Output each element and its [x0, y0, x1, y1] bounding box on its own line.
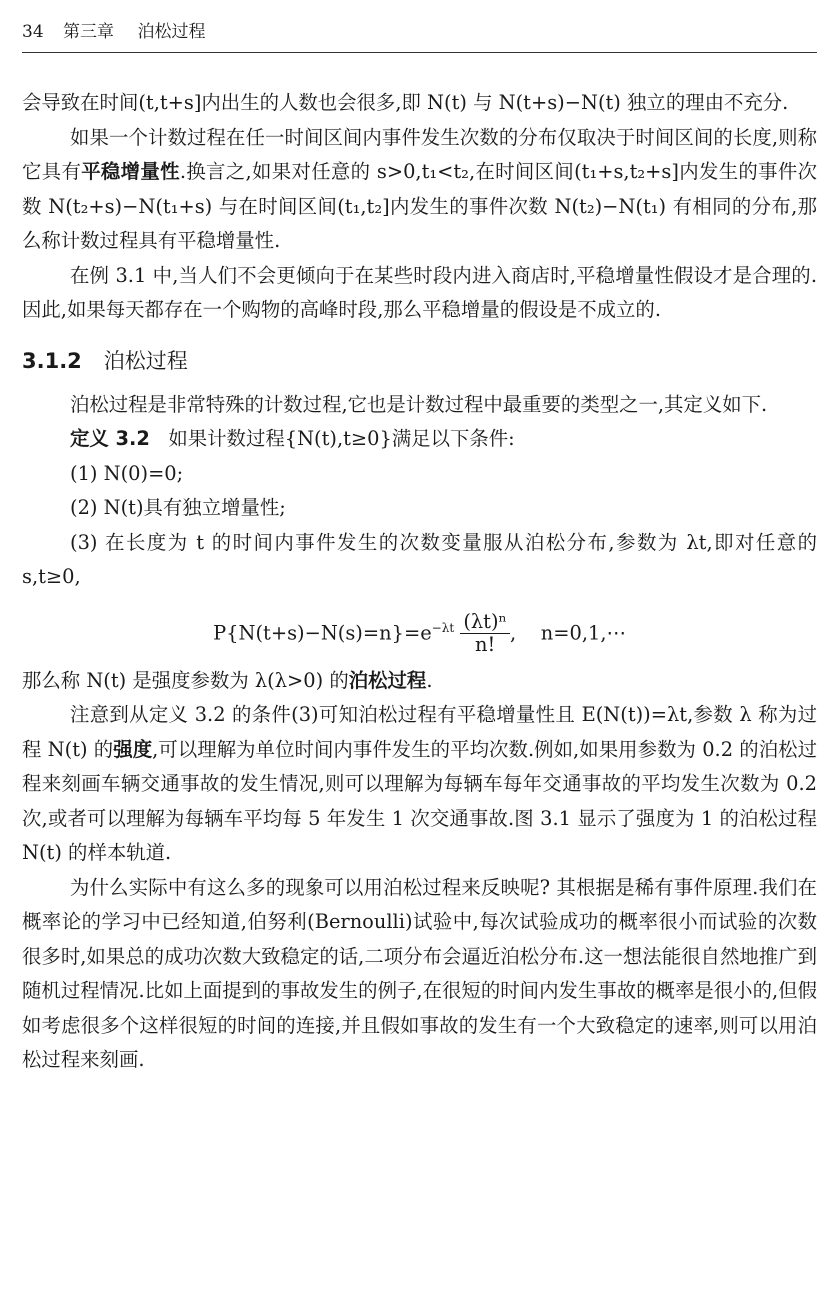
paragraph-1: 会导致在时间(t,t+s]内出生的人数也会很多,即 N(t) 与 N(t+s)−N(t) 独立的理由不充分.: [22, 91, 789, 114]
page-number: 34: [22, 22, 44, 42]
page-body: [22, 86, 817, 1078]
paragraph-2: 如果一个计数过程在任一时间区间内事件发生次数的分布仅取决于时间区间的长度,则称它具有平稳增量性.换言之,如果对任意的 s>0,t₁<t₂,在时间区间(t₁+s,t₂+s]内发生的事件次数 N(t₂+s)−N(t₁+s) 与在时间区间(t₁,t₂]内发生的事件次数 N(t₂)−N(t₁) 有相同的分布,那么称计数过程具有平稳增量性.: [22, 125, 817, 252]
condition-1: (1) N(0)=0;: [70, 461, 184, 485]
formula-lhs: P{N(t+s)−N(s)=n}=e: [213, 620, 432, 644]
term-intensity: 强度: [113, 737, 153, 761]
chapter-title: 泊松过程: [137, 22, 206, 42]
definition-label: 定义 3.2: [70, 427, 150, 450]
section-heading: [22, 344, 817, 378]
formula-numerator: (λt)ⁿ: [460, 611, 510, 634]
term-poisson-process: 泊松过程: [348, 668, 427, 692]
term-stationary-increments: 平稳增量性: [81, 160, 180, 183]
paragraph-5: 那么称 N(t) 是强度参数为 λ(λ>0) 的泊松过程.: [22, 668, 433, 692]
formula-exponent: −λt: [431, 620, 455, 635]
paragraph-3: 在例 3.1 中,当人们不会更倾向于在某些时段内进入商店时,平稳增量性假设才是合理的.因此,如果每天都存在一个购物的高峰时段,那么平稳增量的假设是不成立的.: [22, 263, 817, 321]
paragraph-7: 为什么实际中有这么多的现象可以用泊松过程来反映呢? 其根据是稀有事件原理.我们在概率论的学习中已经知道,伯努利(Bernoulli)试验中,每次试验成功的概率很小而试验的次数很多时,如果总的成功次数大致稳定的话,二项分布会逼近泊松分布.这一想法能很自然地推广到随机过程情况.比如上面提到的事故发生的例子,在很短的时间内发生事故的概率是很小的,但假如考虑很多个这样很短的时间的连接,并且假如事故的发生有一个大致稳定的速率,则可以用泊松过程来刻画.: [22, 875, 817, 1072]
formula-fraction: [460, 611, 510, 656]
formula-denominator: n!: [474, 633, 496, 657]
section-number: 3.1.2: [22, 348, 82, 373]
definition: [22, 422, 817, 457]
paragraph-4: 泊松过程是非常特殊的计数过程,它也是计数过程中最重要的类型之一,其定义如下.: [70, 392, 768, 416]
poisson-formula: [22, 603, 817, 658]
chapter-label: 第三章: [63, 22, 115, 42]
page-header: [22, 18, 817, 53]
formula-range: , n=0,1,⋯: [509, 620, 626, 644]
paragraph-6: 注意到从定义 3.2 的条件(3)可知泊松过程有平稳增量性且 E(N(t))=λt,参数 λ 称为过程 N(t) 的强度,可以理解为单位时间内事件发生的平均次数.例如,如果用参数为 0.2 的泊松过程来刻画车辆交通事故的发生情况,则可以理解为每辆车每年交通事故的平均发生次数为 0.2 次,或者可以理解为每辆车平均每 5 年发生 1 次交通事故.图 3.1 显示了强度为 1 的泊松过程 N(t) 的样本轨道.: [22, 703, 818, 865]
condition-2: (2) N(t)具有独立增量性;: [70, 496, 286, 519]
section-title: 泊松过程: [103, 348, 188, 373]
condition-3: (3) 在长度为 t 的时间内事件发生的次数变量服从泊松分布,参数为 λt,即对任意的 s,t≥0,: [22, 530, 817, 588]
definition-text: 如果计数过程{N(t),t≥0}满足以下条件:: [168, 427, 515, 450]
